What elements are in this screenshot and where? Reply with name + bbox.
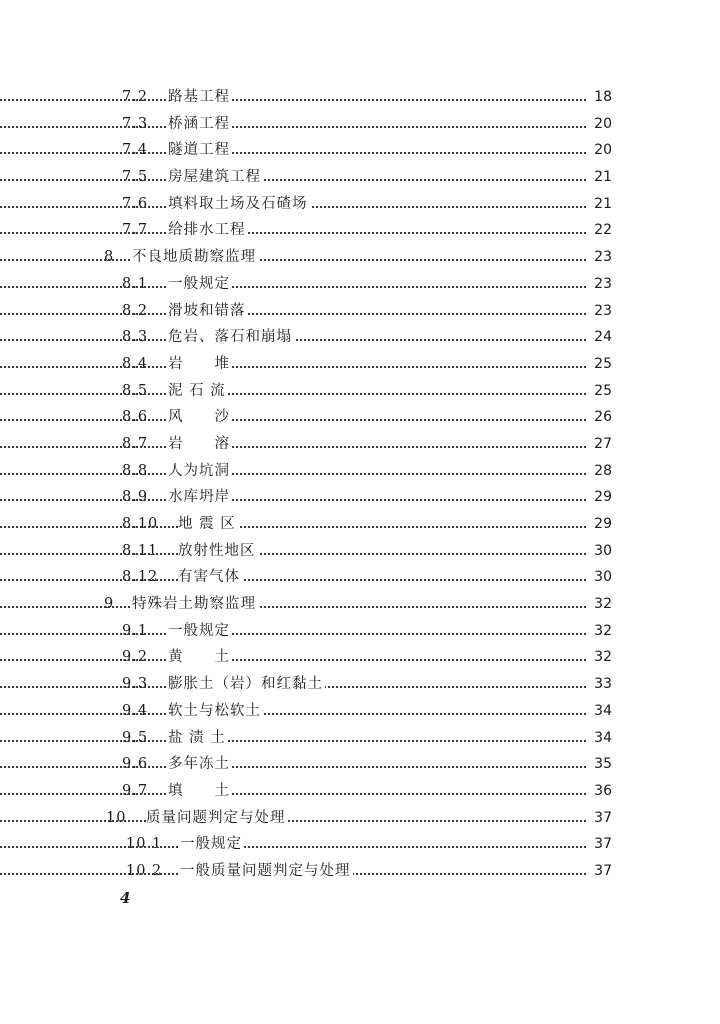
toc-entry[interactable] — [0, 564, 720, 591]
toc-entry[interactable] — [0, 511, 720, 538]
page-number: 4 — [120, 889, 131, 907]
toc-chapter-title: 特殊岩土勘察监理 — [132, 591, 258, 618]
dot-leader — [0, 511, 590, 538]
toc-entry-page: 22 — [588, 217, 612, 244]
dot-leader — [0, 164, 590, 191]
toc-entry-page: 37 — [588, 831, 612, 858]
dot-leader — [0, 458, 590, 485]
toc-entry-title: 岩 堆 — [168, 351, 232, 378]
toc-entry-page: 34 — [588, 725, 612, 752]
toc-entry-number: 7.4 — [122, 142, 149, 159]
dot-leader — [0, 217, 590, 244]
dot-leader — [0, 351, 590, 378]
toc-chapter-title: 不良地质勘察监理 — [132, 244, 258, 271]
toc-entry-page: 34 — [588, 698, 612, 725]
toc-entry-title: 填料取土场及石碴场 — [168, 191, 310, 218]
toc-entry-title: 一般规定 — [180, 831, 244, 858]
toc-entry[interactable] — [0, 644, 720, 671]
dot-leader — [0, 298, 590, 325]
toc-entry-page: 28 — [588, 458, 612, 485]
toc-entry[interactable] — [0, 217, 720, 244]
toc-entry-number: 9.6 — [122, 756, 149, 773]
toc-entry-number: 8.11 — [122, 542, 159, 559]
toc-chapter-page: 32 — [588, 591, 612, 618]
toc-entry-number: 8.9 — [122, 489, 149, 506]
toc-entry-title: 风 沙 — [168, 404, 232, 431]
toc-entry-page: 25 — [588, 378, 612, 405]
toc-entry-title: 滑坡和错落 — [168, 298, 248, 325]
toc-entry-number: 8.8 — [122, 462, 149, 479]
toc-entry-title: 地 震 区 — [178, 511, 238, 538]
dot-leader — [0, 84, 590, 111]
toc-entry-page: 32 — [588, 618, 612, 645]
toc-entry-title: 隧道工程 — [168, 137, 232, 164]
toc-entry-page: 26 — [588, 404, 612, 431]
toc-entry-number: 8.4 — [122, 355, 149, 372]
dot-leader — [0, 137, 590, 164]
dot-leader — [0, 324, 590, 351]
dot-leader — [0, 244, 590, 271]
toc-entry-number: 9.4 — [122, 702, 149, 719]
dot-leader — [0, 431, 590, 458]
toc-entry-page: 32 — [588, 644, 612, 671]
toc-entry-page: 24 — [588, 324, 612, 351]
toc-entry-title: 一般规定 — [168, 271, 232, 298]
toc-entry-number: 8.6 — [122, 409, 149, 426]
toc-entry-title: 一般规定 — [168, 618, 232, 645]
toc-entry[interactable] — [0, 84, 720, 111]
toc-entry-number: 9.3 — [122, 676, 149, 693]
toc-entry-title: 多年冻土 — [168, 751, 232, 778]
toc-entry[interactable] — [0, 431, 720, 458]
toc-entry[interactable] — [0, 111, 720, 138]
toc-entry[interactable] — [0, 458, 720, 485]
toc-entry-title: 软土与松软土 — [168, 698, 263, 725]
toc-entry-number: 10.1 — [126, 836, 163, 853]
toc-entry-page: 21 — [588, 164, 612, 191]
dot-leader — [0, 271, 590, 298]
dot-leader — [0, 591, 590, 618]
toc-chapter-number: 9 — [104, 596, 115, 613]
dot-leader — [0, 644, 590, 671]
toc-entry-number: 7.3 — [122, 115, 149, 132]
toc-entry[interactable] — [0, 351, 720, 378]
toc-entry[interactable] — [0, 725, 720, 752]
toc-entry-number: 7.2 — [122, 89, 149, 105]
dot-leader — [0, 725, 590, 752]
toc-entry-page: 33 — [588, 671, 612, 698]
toc-entry[interactable] — [0, 298, 720, 325]
dot-leader — [0, 404, 590, 431]
toc-chapter[interactable] — [0, 591, 720, 618]
dot-leader — [0, 111, 590, 138]
toc-chapter-number: 8 — [104, 249, 115, 266]
dot-leader — [0, 618, 590, 645]
toc-entry-title: 填 土 — [168, 778, 232, 805]
dot-leader — [0, 538, 590, 565]
table-of-contents — [0, 84, 720, 885]
toc-entry-title: 岩 溶 — [168, 431, 232, 458]
toc-entry-page: 25 — [588, 351, 612, 378]
toc-entry-number: 9.7 — [122, 782, 149, 799]
toc-entry[interactable] — [0, 671, 720, 698]
toc-chapter[interactable] — [0, 805, 720, 832]
toc-entry-number: 9.1 — [122, 622, 149, 639]
toc-entry-number: 7.6 — [122, 195, 149, 212]
toc-entry-page: 20 — [588, 111, 612, 138]
dot-leader — [0, 778, 590, 805]
toc-entry-title: 水库坍岸 — [168, 484, 232, 511]
toc-entry[interactable] — [0, 378, 720, 405]
toc-entry[interactable] — [0, 324, 720, 351]
dot-leader — [0, 751, 590, 778]
toc-entry-title: 房屋建筑工程 — [168, 164, 263, 191]
toc-entry-number: 7.7 — [122, 222, 149, 239]
toc-entry[interactable] — [0, 191, 720, 218]
toc-entry-page: 23 — [588, 271, 612, 298]
toc-entry-page: 29 — [588, 511, 612, 538]
toc-entry-title: 危岩、落石和崩塌 — [168, 324, 294, 351]
toc-entry-page: 37 — [588, 858, 612, 885]
dot-leader — [0, 564, 590, 591]
toc-entry-title: 一般质量问题判定与处理 — [180, 858, 353, 885]
toc-entry-number: 8.3 — [122, 329, 149, 346]
toc-entry-number: 8.10 — [122, 516, 159, 532]
toc-entry-title: 盐 渍 土 — [168, 725, 228, 752]
dot-leader — [0, 484, 590, 511]
toc-entry-number: 8.7 — [122, 435, 149, 452]
toc-chapter-number: 10 — [106, 809, 127, 826]
toc-entry-number: 8.2 — [122, 302, 149, 319]
toc-entry-number: 9.2 — [122, 649, 149, 666]
toc-entry-page: 35 — [588, 751, 612, 778]
toc-entry[interactable] — [0, 618, 720, 645]
toc-entry-page: 20 — [588, 137, 612, 164]
toc-entry-number: 9.5 — [122, 729, 149, 746]
toc-entry-page: 27 — [588, 431, 612, 458]
toc-entry-number: 8.5 — [122, 382, 149, 399]
toc-entry-number: 7.5 — [122, 169, 149, 186]
toc-entry-title: 桥涵工程 — [168, 111, 232, 138]
toc-entry[interactable] — [0, 404, 720, 431]
toc-entry-number: 10.2 — [126, 862, 163, 879]
toc-entry-page: 23 — [588, 298, 612, 325]
toc-chapter[interactable] — [0, 244, 720, 271]
toc-chapter-title: 质量问题判定与处理 — [146, 805, 288, 832]
toc-entry-number: 8.1 — [122, 275, 149, 292]
toc-entry[interactable] — [0, 164, 720, 191]
dot-leader — [0, 831, 590, 858]
toc-entry[interactable] — [0, 698, 720, 725]
toc-chapter-page: 37 — [588, 805, 612, 832]
toc-entry-title: 黄 土 — [168, 644, 232, 671]
toc-entry-title: 路基工程 — [168, 84, 232, 111]
toc-entry[interactable] — [0, 137, 720, 164]
toc-entry[interactable] — [0, 538, 720, 565]
dot-leader — [0, 378, 590, 405]
toc-entry[interactable] — [0, 271, 720, 298]
toc-entry-title: 膨胀土（岩）和红黏土 — [168, 671, 325, 698]
dot-leader — [0, 698, 590, 725]
toc-entry-page: 21 — [588, 191, 612, 218]
toc-entry-title: 泥 石 流 — [168, 378, 228, 405]
toc-entry[interactable] — [0, 751, 720, 778]
toc-entry-page: 18 — [588, 84, 612, 111]
toc-entry-page: 30 — [588, 538, 612, 565]
toc-entry-title: 有害气体 — [178, 564, 242, 591]
toc-entry[interactable] — [0, 831, 720, 858]
toc-entry-page: 30 — [588, 564, 612, 591]
toc-entry-title: 人为坑洞 — [168, 458, 232, 485]
toc-entry[interactable] — [0, 778, 720, 805]
dot-leader — [0, 805, 590, 832]
toc-entry-page: 36 — [588, 778, 612, 805]
toc-chapter-page: 23 — [588, 244, 612, 271]
toc-entry-number: 8.12 — [122, 569, 159, 586]
toc-entry-page: 29 — [588, 484, 612, 511]
toc-entry-title: 放射性地区 — [178, 538, 258, 565]
toc-entry[interactable] — [0, 858, 720, 885]
toc-entry-title: 给排水工程 — [168, 217, 248, 244]
toc-entry[interactable] — [0, 484, 720, 511]
